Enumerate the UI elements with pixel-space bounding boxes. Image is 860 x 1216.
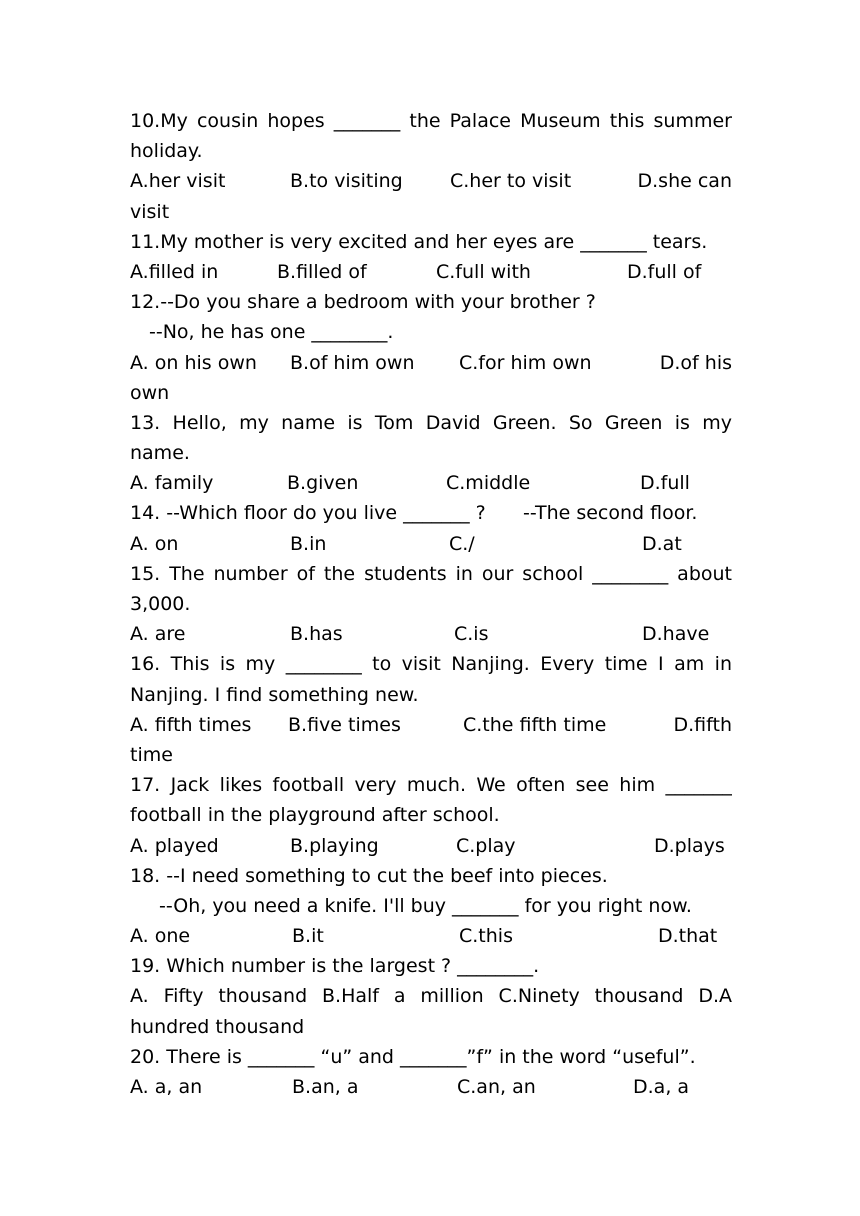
question-20-options [130,1072,732,1102]
option-a: A. played [130,834,219,857]
option-c: C.an, an [457,1076,536,1098]
option-a: A. a, an [130,1076,203,1098]
option-a: A.filled in [130,260,219,283]
question-10-text: 10.My cousin hopes _______ the Palace Museum this summer [130,110,732,132]
option-b: B.it [292,925,324,948]
question-20-stem: 20. There is _______ “u” and _______”f” in the word “useful”. [130,1045,696,1068]
question-15-stem-cont: 3,000. [130,593,191,615]
option-b: B.to visiting [290,170,403,193]
question-17-stem [130,770,732,800]
option-c: C.full with [436,260,531,283]
question-10-options-cont: visit [130,200,170,223]
option-a: A. one [130,925,191,948]
question-10-stem-cont: holiday. [130,140,203,163]
question-16-stem-cont: Nanjing. I find something new. [130,683,419,706]
option-c: C.is [454,623,489,646]
option-b: B.in [290,532,327,555]
option-b: B.has [290,623,343,646]
question-13-options [130,468,732,498]
question-19-options [130,981,732,1011]
question-17-stem-cont: football in the playground after school. [130,804,500,827]
option-b: B.filled of [277,260,367,283]
option-b: B.five times [288,713,401,736]
question-17-text: 17. Jack likes football very much. We often see him _______ [130,774,732,797]
option-a: A. are [130,623,186,646]
option-c: C.the fifth time [463,713,607,736]
option-d: D.a, a [633,1076,690,1098]
question-14-options [130,529,732,559]
question-10-stem [130,106,732,136]
option-b: B.an, a [292,1076,359,1098]
question-14-answer: --The second floor. [523,502,698,525]
question-12-options [130,348,732,378]
option-d: D.of his [659,351,732,374]
option-a: A. on [130,532,179,555]
option-a: A.her visit [130,170,226,193]
option-d: D.full [640,472,690,495]
option-d: D.that [658,925,718,948]
question-13-text: 13. Hello, my name is Tom David Green. So Green is my [130,411,732,434]
question-14-text: 14. --Which floor do you live _______ ? [130,502,486,525]
question-10-options [130,166,732,196]
question-15-text: 15. The number of the students in our school ________ about [130,562,732,585]
question-16-text: 16. This is my ________ to visit Nanjing. Every time I am in [130,653,732,676]
option-b: B.given [287,472,359,495]
question-11-stem: 11.My mother is very excited and her eyes are _______ tears. [130,230,708,253]
option-d: D.fifth [673,713,732,736]
question-16-stem [130,649,732,679]
question-15-stem [130,559,732,589]
question-sheet [130,106,732,1102]
question-16-options [130,710,732,740]
option-c: C.her to visit [450,170,572,193]
question-12-options-cont: own [130,381,170,404]
option-d: D.at [642,532,682,555]
question-13-stem-cont: name. [130,442,190,465]
question-12-stem: 12.--Do you share a bedroom with your brother ? [130,291,596,314]
question-17-options [130,831,732,861]
question-16-options-cont: time [130,743,173,766]
option-c: C.middle [446,472,531,495]
question-13-stem [130,408,732,438]
question-18-stem-cont: --Oh, you need a knife. I'll buy _______ for you right now. [159,894,692,917]
question-19-options-cont: hundred thousand [130,1015,305,1038]
option-d: D.have [642,623,710,646]
option-a: A. on his own [130,351,257,374]
question-19-stem: 19. Which number is the largest ? ________. [130,955,540,978]
option-a: A. fifth times [130,713,252,736]
option-b: B.of him own [290,351,415,374]
question-14-stem [130,498,732,528]
question-18-stem: 18. --I need something to cut the beef into pieces. [130,864,608,887]
option-c: C./ [449,532,475,555]
question-15-options [130,619,732,649]
option-a: A. family [130,472,214,495]
option-b: B.playing [290,834,379,857]
question-11-options [130,257,732,287]
question-12-stem-cont: --No, he has one ________. [149,321,394,344]
option-c: C.for him own [459,351,592,374]
option-d: D.full of [627,260,702,283]
option-c: C.this [459,925,513,948]
option-c: C.play [456,834,516,857]
question-18-options [130,921,732,951]
question-19-options-text: A. Fifty thousand B.Half a million C.Ninety thousand D.A [130,985,732,1008]
option-d: D.she can [637,170,732,193]
option-d: D.plays [654,834,725,857]
